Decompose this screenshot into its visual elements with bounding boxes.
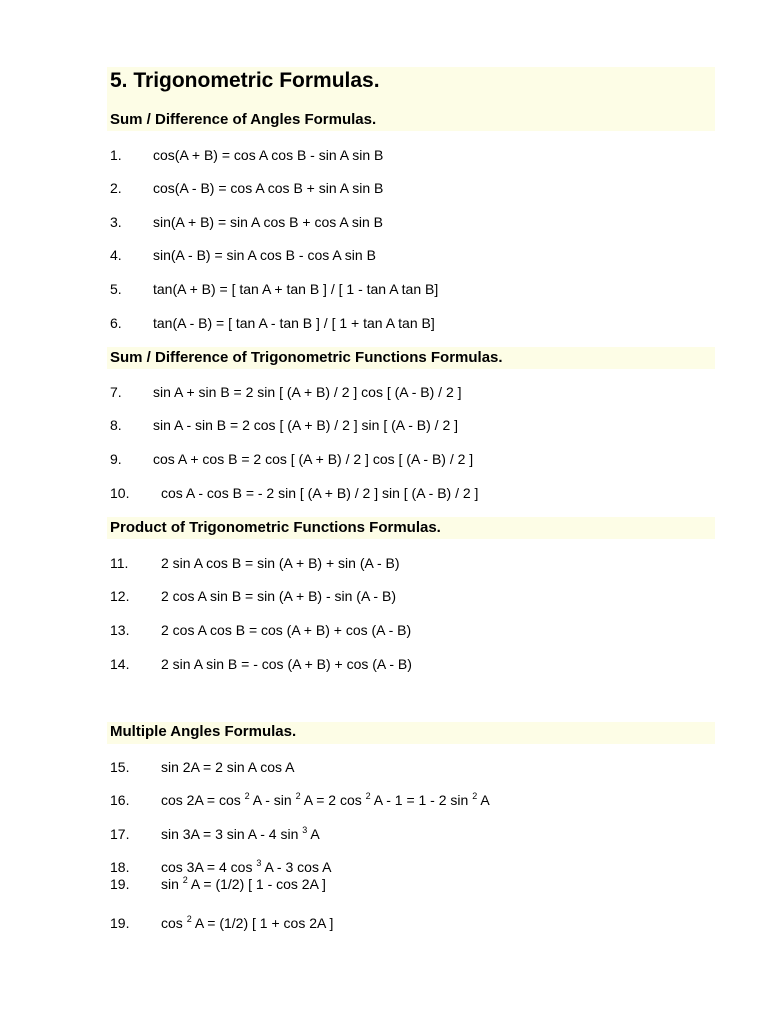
formula-segment: sin: [161, 876, 183, 892]
formula-row: [110, 245, 376, 265]
section-heading: Product of Trigonometric Functions Formulas.: [110, 519, 441, 536]
formula-row: [110, 212, 383, 232]
formula-text: 2 sin A sin B = - cos (A + B) + cos (A - B): [161, 656, 412, 672]
formula-number: 11.: [110, 555, 129, 571]
formula-row: [110, 382, 462, 402]
exponent: 3: [256, 858, 262, 868]
formula-row: [110, 483, 478, 503]
formula-row: [110, 145, 383, 165]
section-heading: Multiple Angles Formulas.: [110, 723, 297, 740]
formula-segment: sin 3A = 3 sin A - 4 sin: [161, 826, 303, 842]
formula-number: 1.: [110, 147, 122, 163]
formula-text: cos(A + B) = cos A cos B - sin A sin B: [153, 147, 384, 163]
formula-segment: A - 3 cos A: [261, 859, 332, 875]
formula-segment: A: [477, 792, 490, 808]
formula-text: sin A + sin B = 2 sin [ (A + B) / 2 ] cos [ (A - B) / 2 ]: [153, 384, 462, 400]
formula-row: [110, 449, 473, 469]
formula-segment: A = (1/2) [ 1 - cos 2A ]: [187, 876, 326, 892]
formula-text: 2 cos A cos B = cos (A + B) + cos (A - B): [161, 622, 412, 638]
formula-row: [110, 874, 326, 894]
formula-row: [110, 178, 383, 198]
exponent: 2: [295, 791, 301, 801]
formula-row: [110, 279, 438, 299]
formula-text: [161, 826, 320, 842]
formula-segment: A: [307, 826, 320, 842]
formula-segment: cos 3A = 4 cos: [161, 859, 257, 875]
formula-row: [110, 620, 411, 640]
formula-number: 3.: [110, 214, 122, 230]
formula-number: 10.: [110, 485, 130, 501]
formula-text: 2 sin A cos B = sin (A + B) + sin (A - B): [161, 555, 400, 571]
formula-text: tan(A + B) = [ tan A + tan B ] / [ 1 - tan A tan B]: [153, 281, 439, 297]
formula-number: 15.: [110, 759, 130, 775]
formula-text: cos(A - B) = cos A cos B + sin A sin B: [153, 180, 384, 196]
formula-text: cos A - cos B = - 2 sin [ (A + B) / 2 ] sin [ (A - B) / 2 ]: [161, 485, 479, 501]
formula-number: 12.: [110, 588, 130, 604]
formula-row: [110, 553, 400, 573]
formula-text: [161, 859, 331, 875]
formula-number: 14.: [110, 656, 130, 672]
formula-row: [110, 586, 396, 606]
formula-segment: A = 2 cos: [300, 792, 366, 808]
formula-row: [110, 913, 333, 933]
formula-text: [161, 792, 490, 808]
formula-segment: cos 2A = cos: [161, 792, 245, 808]
formula-number: 17.: [110, 826, 130, 842]
formula-text: sin A - sin B = 2 cos [ (A + B) / 2 ] sin [ (A - B) / 2 ]: [153, 417, 459, 433]
formula-number: 9.: [110, 451, 122, 467]
formula-text: tan(A - B) = [ tan A - tan B ] / [ 1 + tan A tan B]: [153, 315, 435, 331]
formula-text: sin(A + B) = sin A cos B + cos A sin B: [153, 214, 383, 230]
formula-number: 4.: [110, 247, 122, 263]
formula-row: [110, 415, 458, 435]
formula-row: [110, 757, 294, 777]
formula-text: sin(A - B) = sin A cos B - cos A sin B: [153, 247, 376, 263]
exponent: 2: [186, 914, 192, 924]
exponent: 2: [182, 875, 188, 885]
formula-number: 6.: [110, 315, 122, 331]
exponent: 2: [244, 791, 250, 801]
formula-row: [110, 654, 412, 674]
section-heading: Sum / Difference of Angles Formulas.: [110, 111, 377, 128]
formula-row: [110, 313, 435, 333]
formula-segment: A = (1/2) [ 1 + cos 2A ]: [191, 915, 334, 931]
formula-number: 13.: [110, 622, 130, 638]
formula-number: 7.: [110, 384, 122, 400]
formula-number: 8.: [110, 417, 122, 433]
formula-text: sin 2A = 2 sin A cos A: [161, 759, 295, 775]
formula-text: cos A + cos B = 2 cos [ (A + B) / 2 ] cos [ (A - B) / 2 ]: [153, 451, 474, 467]
formula-row: [110, 790, 490, 810]
formula-number: 5.: [110, 281, 122, 297]
formula-text: 2 cos A sin B = sin (A + B) - sin (A - B): [161, 588, 396, 604]
formula-row: [110, 824, 320, 844]
formula-number: 18.: [110, 859, 130, 875]
formula-segment: cos: [161, 915, 187, 931]
section-heading: Sum / Difference of Trigonometric Functions Formulas.: [110, 349, 503, 366]
page-title: 5. Trigonometric Formulas.: [110, 69, 380, 92]
formula-number: 19.: [110, 876, 130, 892]
formula-number: 2.: [110, 180, 122, 196]
formula-text: [161, 876, 326, 892]
formula-segment: A - sin: [249, 792, 296, 808]
exponent: 2: [365, 791, 371, 801]
exponent: 3: [302, 825, 308, 835]
formula-segment: A - 1 = 1 - 2 sin: [370, 792, 473, 808]
formula-number: 16.: [110, 792, 130, 808]
exponent: 2: [472, 791, 478, 801]
formula-number: 19.: [110, 915, 130, 931]
formula-text: [161, 915, 333, 931]
